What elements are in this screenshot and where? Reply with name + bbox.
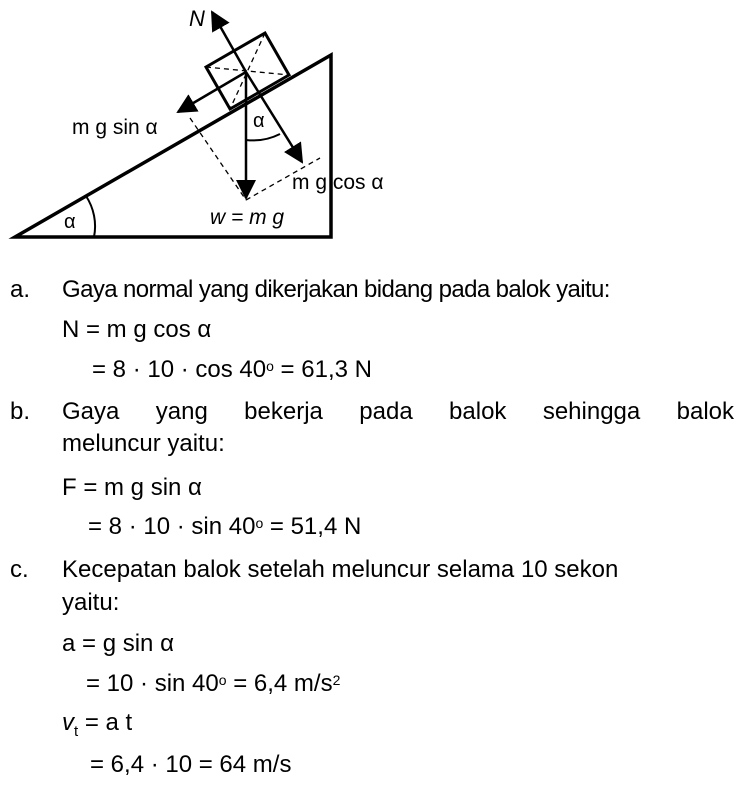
part-a-eq2: = $8 \cdot 10 \cdot \cos 40^o = 61,3$ N	[92, 356, 372, 383]
part-c-statement-line1: Kecepatan balok setelah meluncur selama 10 sekon	[62, 556, 619, 583]
block	[206, 33, 289, 109]
part-c-eq1: a = g sin α	[62, 630, 174, 657]
label-N: N	[189, 6, 205, 31]
normal-force-arrow	[212, 12, 246, 72]
label-alpha-top: α	[253, 110, 265, 132]
base-angle-arc	[86, 196, 95, 237]
label-weight: w = m g	[210, 206, 285, 229]
part-c-eq2: = $10 \cdot \sin 40^o = 6,4$ $m/s^2$	[86, 670, 341, 697]
part-c-marker: c.	[10, 556, 29, 583]
part-a-marker: a.	[10, 276, 31, 303]
force-angle-arc	[246, 134, 280, 140]
part-b-statement-line1: Gaya yang bekerja pada balok sehingga balok	[62, 398, 734, 425]
part-b-marker: b.	[10, 398, 31, 425]
part-a-eq1: N = m g cos α	[62, 316, 212, 343]
part-c-statement-line2: yaitu:	[62, 589, 120, 616]
part-c-eq3: $v_t = a$ t	[62, 709, 133, 740]
part-c-eq4: = 6,4 · 10 = 64 m/s	[90, 751, 292, 778]
part-b-eq2: = $8 \cdot 10 \cdot \sin 40^o = 51,4$ N	[88, 513, 362, 540]
part-a-statement: Gaya normal yang dikerjakan bidang pada balok yaitu:	[62, 276, 610, 303]
part-b-eq1: F = m g sin α	[62, 474, 202, 501]
part-b-statement-line2: meluncur yaitu:	[62, 430, 225, 457]
inclined-plane-diagram	[0, 0, 420, 250]
label-alpha-base: α	[64, 211, 76, 233]
label-mg-cos: m g cos α	[292, 171, 384, 194]
label-mg-sin: m g sin α	[72, 116, 158, 139]
